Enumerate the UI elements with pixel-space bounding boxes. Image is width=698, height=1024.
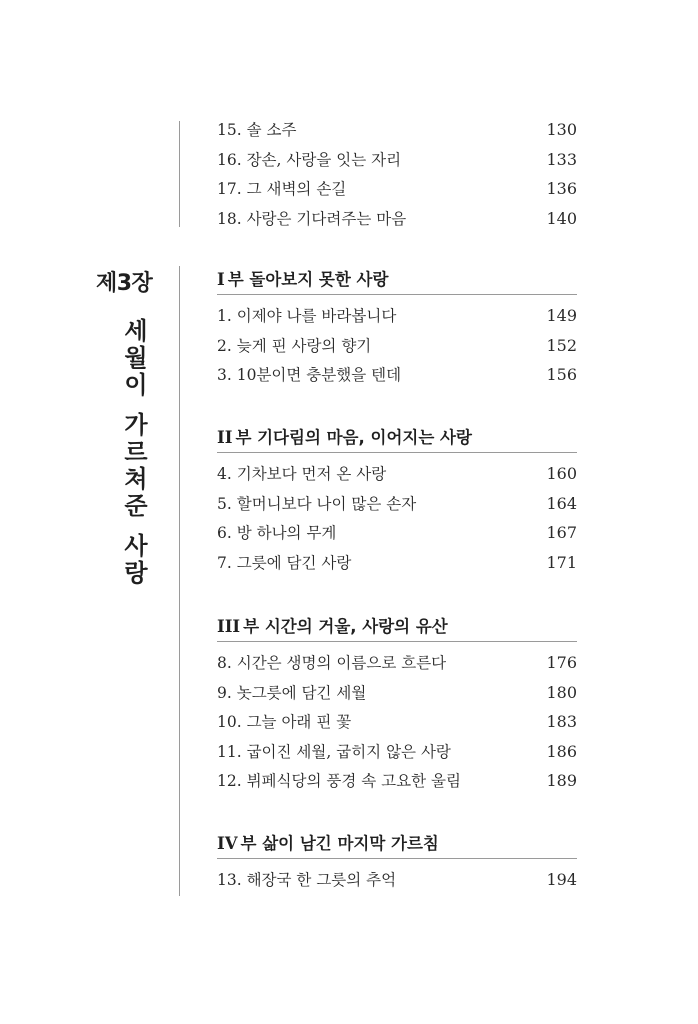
toc-entry[interactable]: [217, 115, 577, 145]
toc-entry[interactable]: [217, 331, 577, 361]
entry-page: 186: [546, 741, 577, 761]
toc-entry[interactable]: [217, 678, 577, 708]
part-heading: [217, 830, 577, 859]
part-heading: [217, 613, 577, 642]
toc-entry[interactable]: [217, 648, 577, 678]
part-title: 부 삶이 남긴 마지막 가르침: [240, 834, 439, 853]
toc-entry[interactable]: [217, 301, 577, 331]
entry-title: 9. 놋그릇에 담긴 세월: [217, 683, 367, 702]
part-numeral: III: [217, 617, 241, 636]
chapter-title-char: 사: [124, 532, 148, 560]
part-heading: [217, 266, 577, 295]
toc-entry[interactable]: [217, 766, 577, 796]
chapter-number: 제3장: [96, 271, 153, 296]
entry-title: 2. 늦게 핀 사랑의 향기: [217, 336, 372, 355]
chapter-title: [122, 318, 150, 587]
entry-title: 16. 장손, 사랑을 잇는 자리: [217, 150, 402, 169]
chapter-title-char: 월: [124, 344, 148, 372]
entry-page: 136: [546, 179, 577, 198]
toc-entry[interactable]: [217, 489, 577, 519]
prev-entries-list: [217, 115, 577, 233]
toc-entry[interactable]: [217, 145, 577, 175]
part-numeral: IV: [217, 834, 238, 853]
entry-page: 189: [546, 771, 577, 790]
top-divider-line: [179, 121, 180, 227]
toc-entry[interactable]: [217, 360, 577, 390]
entry-page: 130: [546, 120, 577, 139]
toc-entry[interactable]: [217, 204, 577, 234]
toc-entry[interactable]: [217, 459, 577, 489]
chapter-title-char: 쳐: [124, 465, 148, 493]
entry-page: 171: [546, 552, 577, 572]
part-section: [217, 266, 577, 390]
entry-title: 3. 10분이면 충분했을 텐데: [217, 366, 402, 384]
part-numeral: II: [217, 428, 233, 447]
part-heading: [217, 424, 577, 453]
toc-entry[interactable]: [217, 707, 577, 737]
toc-entry[interactable]: [217, 518, 577, 548]
toc-entry[interactable]: [217, 548, 577, 578]
chapter-divider-line: [179, 266, 180, 896]
part-section: [217, 830, 577, 895]
entry-title: 13. 해장국 한 그릇의 추억: [217, 871, 397, 889]
entry-title: 8. 시간은 생명의 이름으로 흐른다: [217, 654, 447, 672]
entry-page: 176: [546, 653, 577, 672]
part-numeral: I: [217, 270, 225, 289]
entry-title: 18. 사랑은 기다려주는 마음: [217, 209, 407, 228]
toc-entry[interactable]: [217, 174, 577, 204]
entry-page: 152: [546, 335, 577, 355]
entry-page: 140: [546, 208, 577, 228]
entry-title: 1. 이제야 나를 바라봅니다: [217, 307, 397, 325]
entry-page: 167: [546, 523, 577, 542]
part-title: 부 기다림의 마음, 이어지는 사랑: [235, 428, 472, 447]
toc-entry[interactable]: [217, 865, 577, 895]
entry-page: 149: [546, 306, 577, 325]
entry-page: 160: [546, 464, 577, 483]
entry-page: 164: [546, 493, 577, 513]
entry-title: 6. 방 하나의 무게: [217, 524, 337, 542]
entry-title: 7. 그릇에 담긴 사랑: [217, 553, 352, 572]
part-title: 부 시간의 거울, 사랑의 유산: [243, 617, 448, 636]
entry-title: 4. 기차보다 먼저 온 사랑: [217, 465, 387, 483]
part-section: [217, 613, 577, 796]
part-title: 부 돌아보지 못한 사랑: [227, 270, 389, 289]
entry-title: 10. 그늘 아래 핀 꽃: [217, 713, 352, 731]
entry-title: 15. 솔 소주: [217, 121, 297, 139]
chapter-title-char: 르: [124, 438, 148, 466]
entry-page: 133: [546, 149, 577, 169]
chapter-title-char: 세: [124, 317, 148, 345]
entry-page: 180: [546, 682, 577, 702]
toc-entry[interactable]: [217, 737, 577, 767]
entry-page: 194: [546, 870, 577, 889]
entry-page: 156: [546, 365, 577, 384]
entry-title: 12. 뷔페식당의 풍경 속 고요한 울림: [217, 772, 461, 790]
entry-title: 11. 굽이진 세월, 굽히지 않은 사랑: [217, 742, 451, 761]
chapter-title-char: 이: [124, 371, 148, 399]
entry-title: 5. 할머니보다 나이 많은 손자: [217, 494, 417, 513]
entry-page: 183: [546, 712, 577, 731]
chapter-title-char: 준: [124, 492, 148, 520]
part-section: [217, 424, 577, 577]
entry-title: 17. 그 새벽의 손길: [217, 180, 347, 198]
chapter-title-char: 랑: [124, 559, 148, 587]
chapter-title-char: 가: [124, 411, 148, 439]
